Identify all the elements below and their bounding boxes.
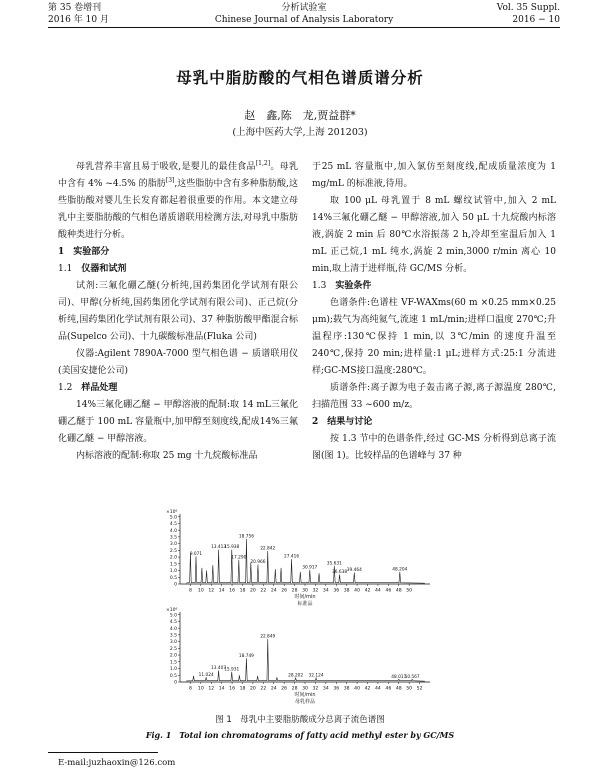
y-tick-label: 4.5 (169, 620, 177, 626)
x-tick-label: 52 (416, 686, 423, 692)
x-tick-label: 20 (249, 588, 256, 594)
peak-label: 48.204 (392, 567, 408, 573)
x-tick-label: 14 (218, 588, 225, 594)
peak-label: 20.966 (250, 559, 266, 565)
y-tick-label: 4.0 (169, 528, 177, 534)
y-tick-label: 2.5 (169, 548, 177, 554)
x-tick-label: 10 (197, 686, 204, 692)
x-tick-label: 36 (333, 686, 340, 692)
internal-standard-paragraph: 内标溶液的配制:称取 25 mg 十九烷酸标准品 (76, 451, 258, 461)
x-tick-label: 32 (312, 686, 319, 692)
x-tick-label: 24 (270, 686, 277, 692)
y-multiplier-label: ×10⁶ (166, 608, 178, 613)
chromatogram-figure (150, 508, 470, 726)
ms-conditions-paragraph: 质谱条件:离子源为电子轰击离子源,离子源温度 280℃,扫描范围 33 ~600 m/z。 (312, 383, 556, 410)
x-tick-label: 8 (188, 588, 192, 594)
peak-label: 15.938 (224, 545, 240, 551)
peak-label: 13.407 (211, 666, 227, 672)
peak-label: 15.931 (224, 667, 240, 673)
x-tick-label: 20 (249, 686, 256, 692)
continued-paragraph: 于25 mL 容量瓶中,加入氯仿至刻度线,配成质量浓度为 1 mg/mL 的标准液,待用。 (312, 162, 556, 189)
peak-label: 13.413 (211, 545, 227, 551)
volume-info: 第 35 卷增刊 2016 年 10 月 (48, 3, 109, 25)
x-tick-label: 42 (364, 686, 371, 692)
y-tick-label: 4.0 (169, 626, 177, 632)
x-tick-label: 50 (406, 686, 413, 692)
running-header (48, 2, 560, 28)
journal-name: 分析试验室 Chinese Journal of Analysis Laboratory (214, 3, 394, 25)
sample-paragraph: 取 100 μL 母乳置于 8 mL 螺纹试管中,加入 2 mL 14%三氟化硼乙醚 − 甲醇溶液,加入 50 μL 十九烷酸内标溶液,涡旋 2 min 后 80℃水浴振荡 2 h,冷却至室温后加入 1 mL 正己烷,1 mL 纯水,涡旋 2 min,3000 r/min 离心 10 min,取上清于进样瓶,待 GC/MS 分析。 (312, 196, 556, 274)
y-tick-label: 0.5 (169, 575, 177, 581)
x-tick-label: 16 (229, 686, 236, 692)
peak-label: 22.842 (260, 546, 276, 552)
peak-label: 30.917 (302, 565, 318, 571)
left-column (58, 159, 298, 465)
x-tick-label: 38 (343, 588, 350, 594)
x-tick-label: 46 (385, 588, 392, 594)
panel-title: 标准品 (297, 601, 313, 607)
article-title: 母乳中脂肪酸的气相色谱质谱分析 (176, 68, 424, 87)
y-tick-label: 0.5 (169, 673, 177, 679)
peak-label: 18.756 (238, 534, 254, 540)
x-tick-label: 44 (374, 588, 381, 594)
y-tick-label: 3.5 (169, 535, 177, 541)
prep-paragraph: 14%三氟化硼乙醚 − 甲醇溶液的配制:取 14 mL三氟化硼乙醚于 100 mL 容量瓶中,加甲醇至刻度线,配成14%三氟化硼乙醚 − 甲醇溶液。 (58, 400, 298, 444)
x-tick-label: 14 (218, 686, 225, 692)
y-tick-label: 0 (174, 582, 177, 588)
x-tick-label: 8 (188, 686, 192, 692)
x-tick-label: 10 (197, 588, 204, 594)
intro-paragraph: 母乳营养丰富且易于吸收,是婴儿的最佳食品[1,2]。母乳中含有 4% ~4.5% 的脂肪[3],这些脂肪中含有多种脂肪酸,这些脂肪酸对婴儿生长发育都起着很重要的作用。本文建立母乳中主要脂肪酸的气相色谱质谱联用检测方法,对母乳中脂肪酸种类进行分析。 (58, 160, 298, 240)
peak-label: 27.416 (284, 554, 300, 560)
reagents-paragraph: 试剂:三氟化硼乙醚(分析纯,国药集团化学试剂有限公司)、甲醇(分析纯,国药集团化学试剂有限公司)、正己烷(分析纯,国药集团化学试剂有限公司)、37 种脂肪酸甲酯混合标品(Supelco 公司)、十九碳酸标准品(Fluka 公司) (58, 281, 298, 342)
footnote-rule (48, 752, 158, 753)
x-tick-label: 28 (291, 588, 298, 594)
peak-label: 17.290 (231, 555, 247, 561)
figure-caption-cn: 图 1 母乳中主要脂肪酸成分总离子流色谱图 (215, 715, 385, 725)
chromatogram-trace (186, 639, 425, 681)
x-tick-label: 36 (333, 588, 340, 594)
x-tick-label: 34 (322, 588, 329, 594)
author-affiliation: (上海中医药大学,上海 201203) (232, 127, 368, 138)
volume-info-en: Vol. 35 Suppl. 2016 − 10 (496, 3, 560, 25)
x-tick-label: 22 (260, 588, 267, 594)
x-tick-label: 24 (270, 588, 277, 594)
y-tick-label: 4.5 (169, 522, 177, 528)
x-tick-label: 30 (302, 588, 308, 594)
y-tick-label: 2.0 (169, 555, 177, 561)
y-tick-label: 1.5 (169, 562, 177, 568)
x-tick-label: 18 (239, 588, 246, 594)
subsection-heading: 1.3 实验条件 (312, 281, 372, 291)
x-tick-label: 12 (208, 686, 215, 692)
peak-label: 50.567 (404, 674, 420, 680)
x-tick-label: 44 (374, 686, 381, 692)
header-rule (48, 27, 560, 28)
y-tick-label: 2.0 (169, 653, 177, 659)
peak-label: 22.849 (260, 634, 276, 640)
x-tick-label: 48 (395, 686, 402, 692)
y-tick-label: 5.0 (169, 613, 177, 619)
x-tick-label: 46 (385, 686, 392, 692)
footnote-email: E-mail:juzhaoxin@126.com (58, 758, 176, 768)
x-axis-label: 时间/min (294, 594, 316, 600)
x-tick-label: 30 (302, 686, 308, 692)
y-tick-label: 3.0 (169, 640, 177, 646)
x-tick-label: 40 (354, 588, 361, 594)
subsection-heading: 1.1 仪器和试剂 (58, 264, 127, 274)
x-tick-label: 34 (322, 686, 329, 692)
y-tick-label: 5.0 (169, 515, 177, 521)
y-tick-label: 3.0 (169, 542, 177, 548)
x-tick-label: 12 (208, 588, 215, 594)
x-tick-label: 50 (406, 588, 413, 594)
peak-label: 48.011 (391, 674, 407, 680)
section-heading: 1 实验部分 (58, 247, 110, 257)
y-tick-label: 2.5 (169, 646, 177, 652)
x-tick-label: 48 (395, 588, 402, 594)
x-tick-label: 22 (260, 686, 267, 692)
x-tick-label: 38 (343, 686, 350, 692)
chromatogram-svg (150, 508, 470, 713)
gc-conditions-paragraph: 色谱条件:色谱柱 VF-WAXms(60 m ×0.25 mm×0.25 μm);载气为高纯氦气,流速 1 mL/min;进样口温度 270℃;升温程序:130℃保持 1 min,以 3℃/min 的速度升温至 240℃,保持 20 min;进样量:1 μL;进样方式:25:1 分流进样;GC-MS接口温度:280℃。 (312, 298, 556, 376)
y-multiplier-label: ×10⁶ (166, 510, 178, 515)
y-tick-label: 3.5 (169, 633, 177, 639)
y-tick-label: 0 (174, 680, 177, 686)
peak-label: 18.749 (238, 653, 254, 659)
right-column (312, 159, 556, 465)
citation: [3] (165, 177, 175, 184)
peak-label: 39.464 (346, 568, 362, 574)
panel-title: 母乳样品 (294, 699, 316, 705)
x-tick-label: 26 (281, 686, 288, 692)
y-tick-label: 1.5 (169, 660, 177, 666)
figure-caption-en: Fig. 1 Total ion chromatograms of fatty acid methyl ester by GC/MS (145, 730, 455, 740)
peak-label: 11.024 (198, 672, 214, 678)
peak-label: 35.631 (326, 561, 342, 567)
section-heading: 2 结果与讨论 (312, 417, 373, 427)
results-paragraph: 按 1.3 节中的色谱条件,经过 GC-MS 分析得到总离子流图(图 1)。比较样品的色谱峰与 37 种 (312, 434, 556, 461)
x-tick-label: 28 (291, 686, 298, 692)
instrument-paragraph: 仪器:Agilent 7890A-7000 型气相色谱 − 质谱联用仪(美国安捷伦公司) (58, 349, 298, 376)
subsection-heading: 1.2 样品处理 (58, 383, 118, 393)
x-tick-label: 16 (229, 588, 236, 594)
peak-label: 32.124 (308, 673, 324, 679)
x-tick-label: 42 (364, 588, 371, 594)
x-tick-label: 32 (312, 588, 319, 594)
x-tick-label: 26 (281, 588, 288, 594)
y-tick-label: 1.0 (169, 569, 177, 575)
peak-label: 28.202 (288, 673, 304, 679)
x-axis-label: 时间/min (294, 692, 316, 698)
peak-label: 36.638 (332, 570, 348, 576)
article-authors: 赵 鑫,陈 龙,贾益群* (244, 109, 356, 122)
y-tick-label: 1.0 (169, 667, 177, 673)
x-tick-label: 18 (239, 686, 246, 692)
peak-label: 9.071 (189, 551, 203, 557)
x-tick-label: 40 (354, 686, 361, 692)
citation: [1,2] (255, 160, 271, 167)
